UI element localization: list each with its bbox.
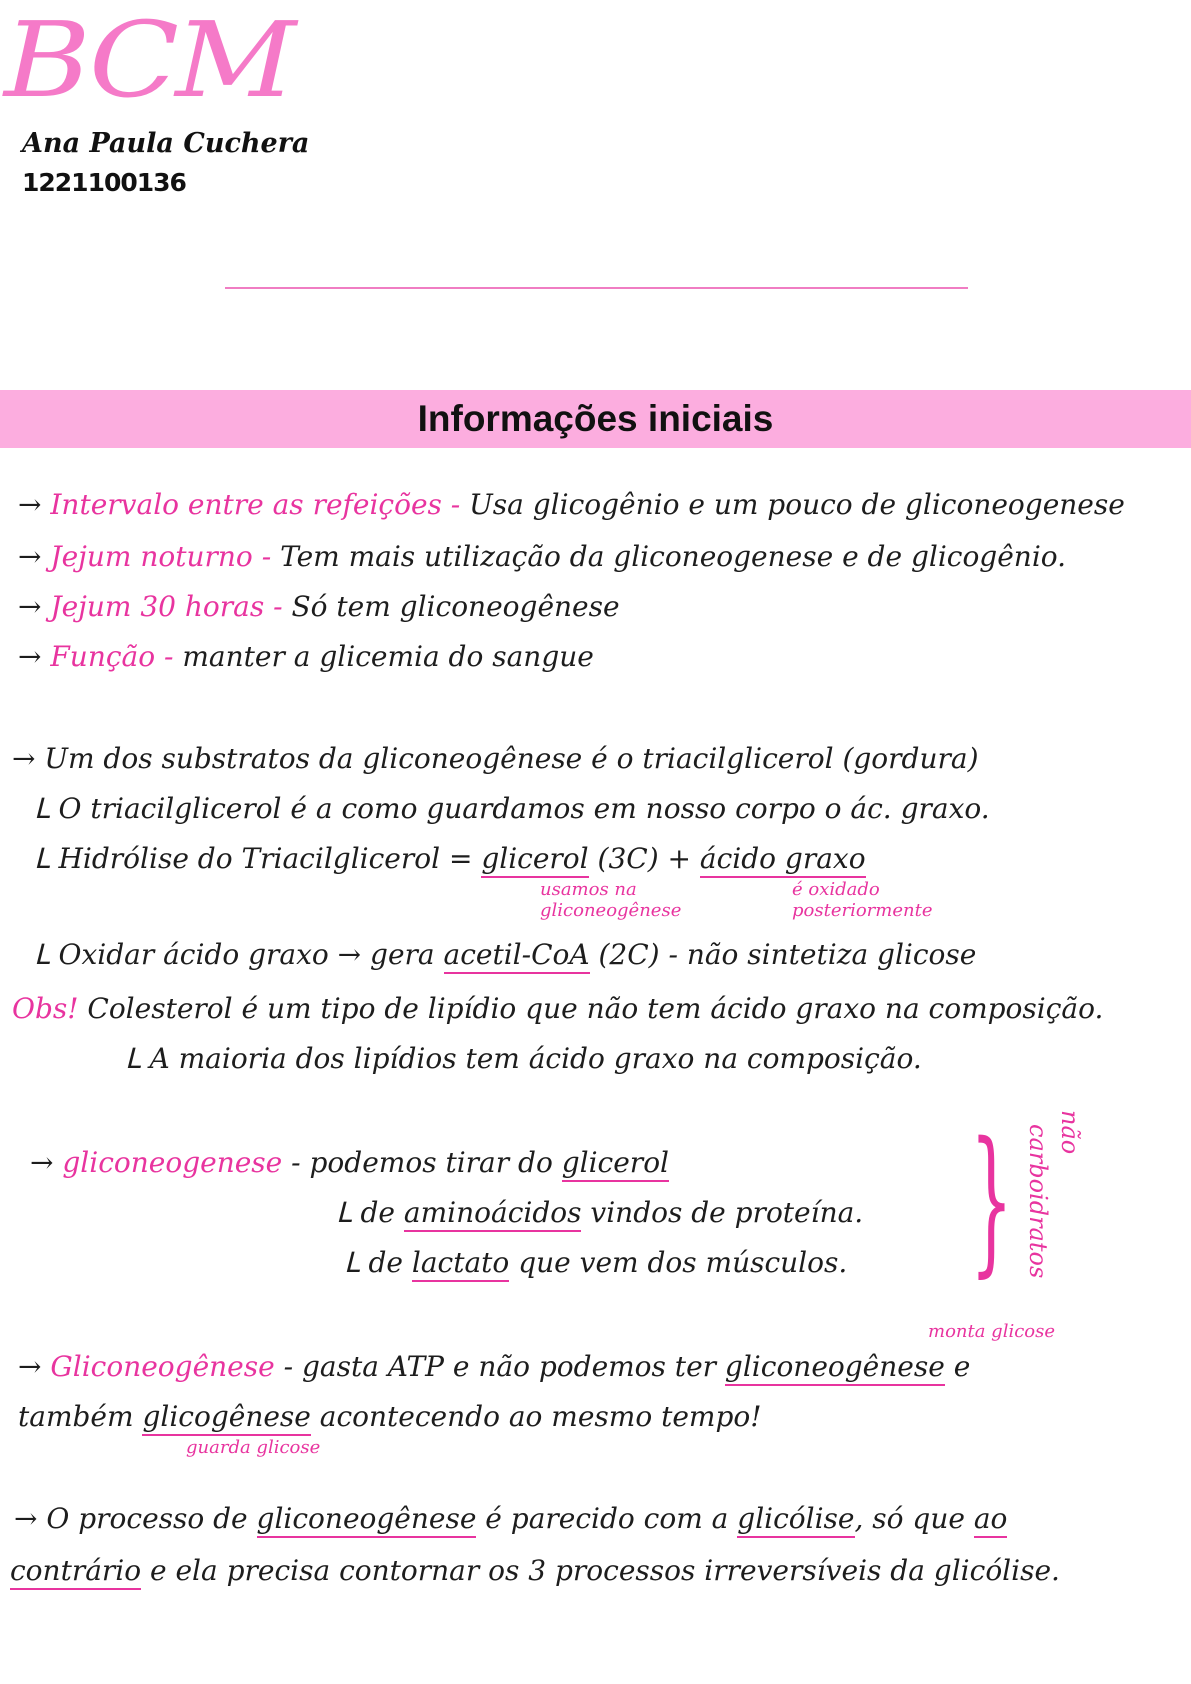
author-name: Ana Paula Cuchera	[22, 128, 310, 159]
substrate-sub2: ᒪ Hidrólise do Triacilglicerol = glicerol (3C) + ácido graxo	[34, 842, 866, 876]
term: Gliconeogênese	[50, 1350, 275, 1383]
term: Função	[50, 640, 156, 673]
note-acido: é oxidado posteriormente	[792, 879, 933, 921]
sources-line-3: ᒪ de lactato que vem dos músculos.	[344, 1246, 847, 1280]
acetil-coa-term: acetil-CoA	[444, 938, 590, 974]
side-note: não carboidratos	[1024, 1110, 1084, 1279]
aminoacidos-term: aminoácidos	[404, 1196, 582, 1232]
sources-line-2: ᒪ de aminoácidos vindos de proteína.	[336, 1196, 863, 1230]
process-line: → O processo de gliconeogênese é parecido com a glicólise, só que ao	[14, 1502, 1007, 1536]
contrario-term: contrário	[10, 1554, 141, 1590]
term: Jejum 30 horas	[50, 590, 265, 623]
atp-line: → Gliconeogênese - gasta ATP e não podemos ter gliconeogênese e	[18, 1350, 970, 1384]
atp-line-2: também glicogênese acontecendo ao mesmo tempo!	[18, 1400, 762, 1434]
note-guarda-glicose: guarda glicose	[186, 1437, 321, 1458]
section-banner	[0, 390, 1191, 448]
term: gliconeogenese	[62, 1146, 283, 1179]
logo: BCM	[4, 0, 293, 121]
term: Intervalo entre as refeições	[50, 488, 442, 521]
process-line-2: contrário e ela precisa contornar os 3 processos irreversíveis da glicólise.	[10, 1554, 1060, 1588]
glicerol-term: glicerol	[562, 1146, 669, 1182]
term: Jejum noturno	[50, 540, 253, 573]
substrate-sub3: ᒪ Oxidar ácido graxo → gera acetil-CoA (2C) - não sintetiza glicose	[34, 938, 976, 972]
obs-label: Obs!	[12, 992, 79, 1025]
substrate-sub1: ᒪ O triacilglicerol é a como guardamos em nosso corpo o ác. graxo.	[34, 792, 990, 825]
substrate-main: → Um dos substratos da gliconeogênese é o triacilglicerol (gordura)	[12, 742, 979, 775]
sources-line: → gliconeogenese - podemos tirar do glicerol	[30, 1146, 669, 1180]
intro-line: → Jejum 30 horas - Só tem gliconeogênese	[18, 590, 620, 623]
glicogenese-term: glicogênese	[142, 1400, 310, 1436]
acido-graxo-term: ácido graxo	[700, 842, 866, 878]
note-glicerol: usamos na gliconeogênese	[540, 879, 682, 921]
divider	[225, 287, 968, 289]
glicolise-term: glicólise	[737, 1502, 854, 1538]
lactato-term: lactato	[412, 1246, 509, 1282]
intro-line: → Jejum noturno - Tem mais utilização da gliconeogenese e de glicogênio.	[18, 540, 1067, 573]
section-title: Informações iniciais	[417, 398, 774, 439]
gliconeogenese-term: gliconeogênese	[257, 1502, 477, 1538]
note-monta-glicose: monta glicose	[928, 1321, 1056, 1342]
glicerol-term: glicerol	[481, 842, 588, 878]
intro-line: → Intervalo entre as refeições - Usa glicogênio e um pouco de gliconeogenese	[18, 488, 1125, 521]
intro-line: → Função - manter a glicemia do sangue	[18, 640, 594, 673]
registration-number: 1221100136	[22, 168, 186, 197]
ao-term: ao	[974, 1502, 1008, 1538]
obs-line: Obs! Colesterol é um tipo de lipídio que não tem ácido graxo na composição.	[12, 992, 1104, 1025]
gliconeogenese-term: gliconeogênese	[725, 1350, 945, 1386]
obs-sub: ᒪ A maioria dos lipídios tem ácido graxo na composição.	[125, 1042, 922, 1075]
brace-icon: }	[970, 1109, 1013, 1293]
